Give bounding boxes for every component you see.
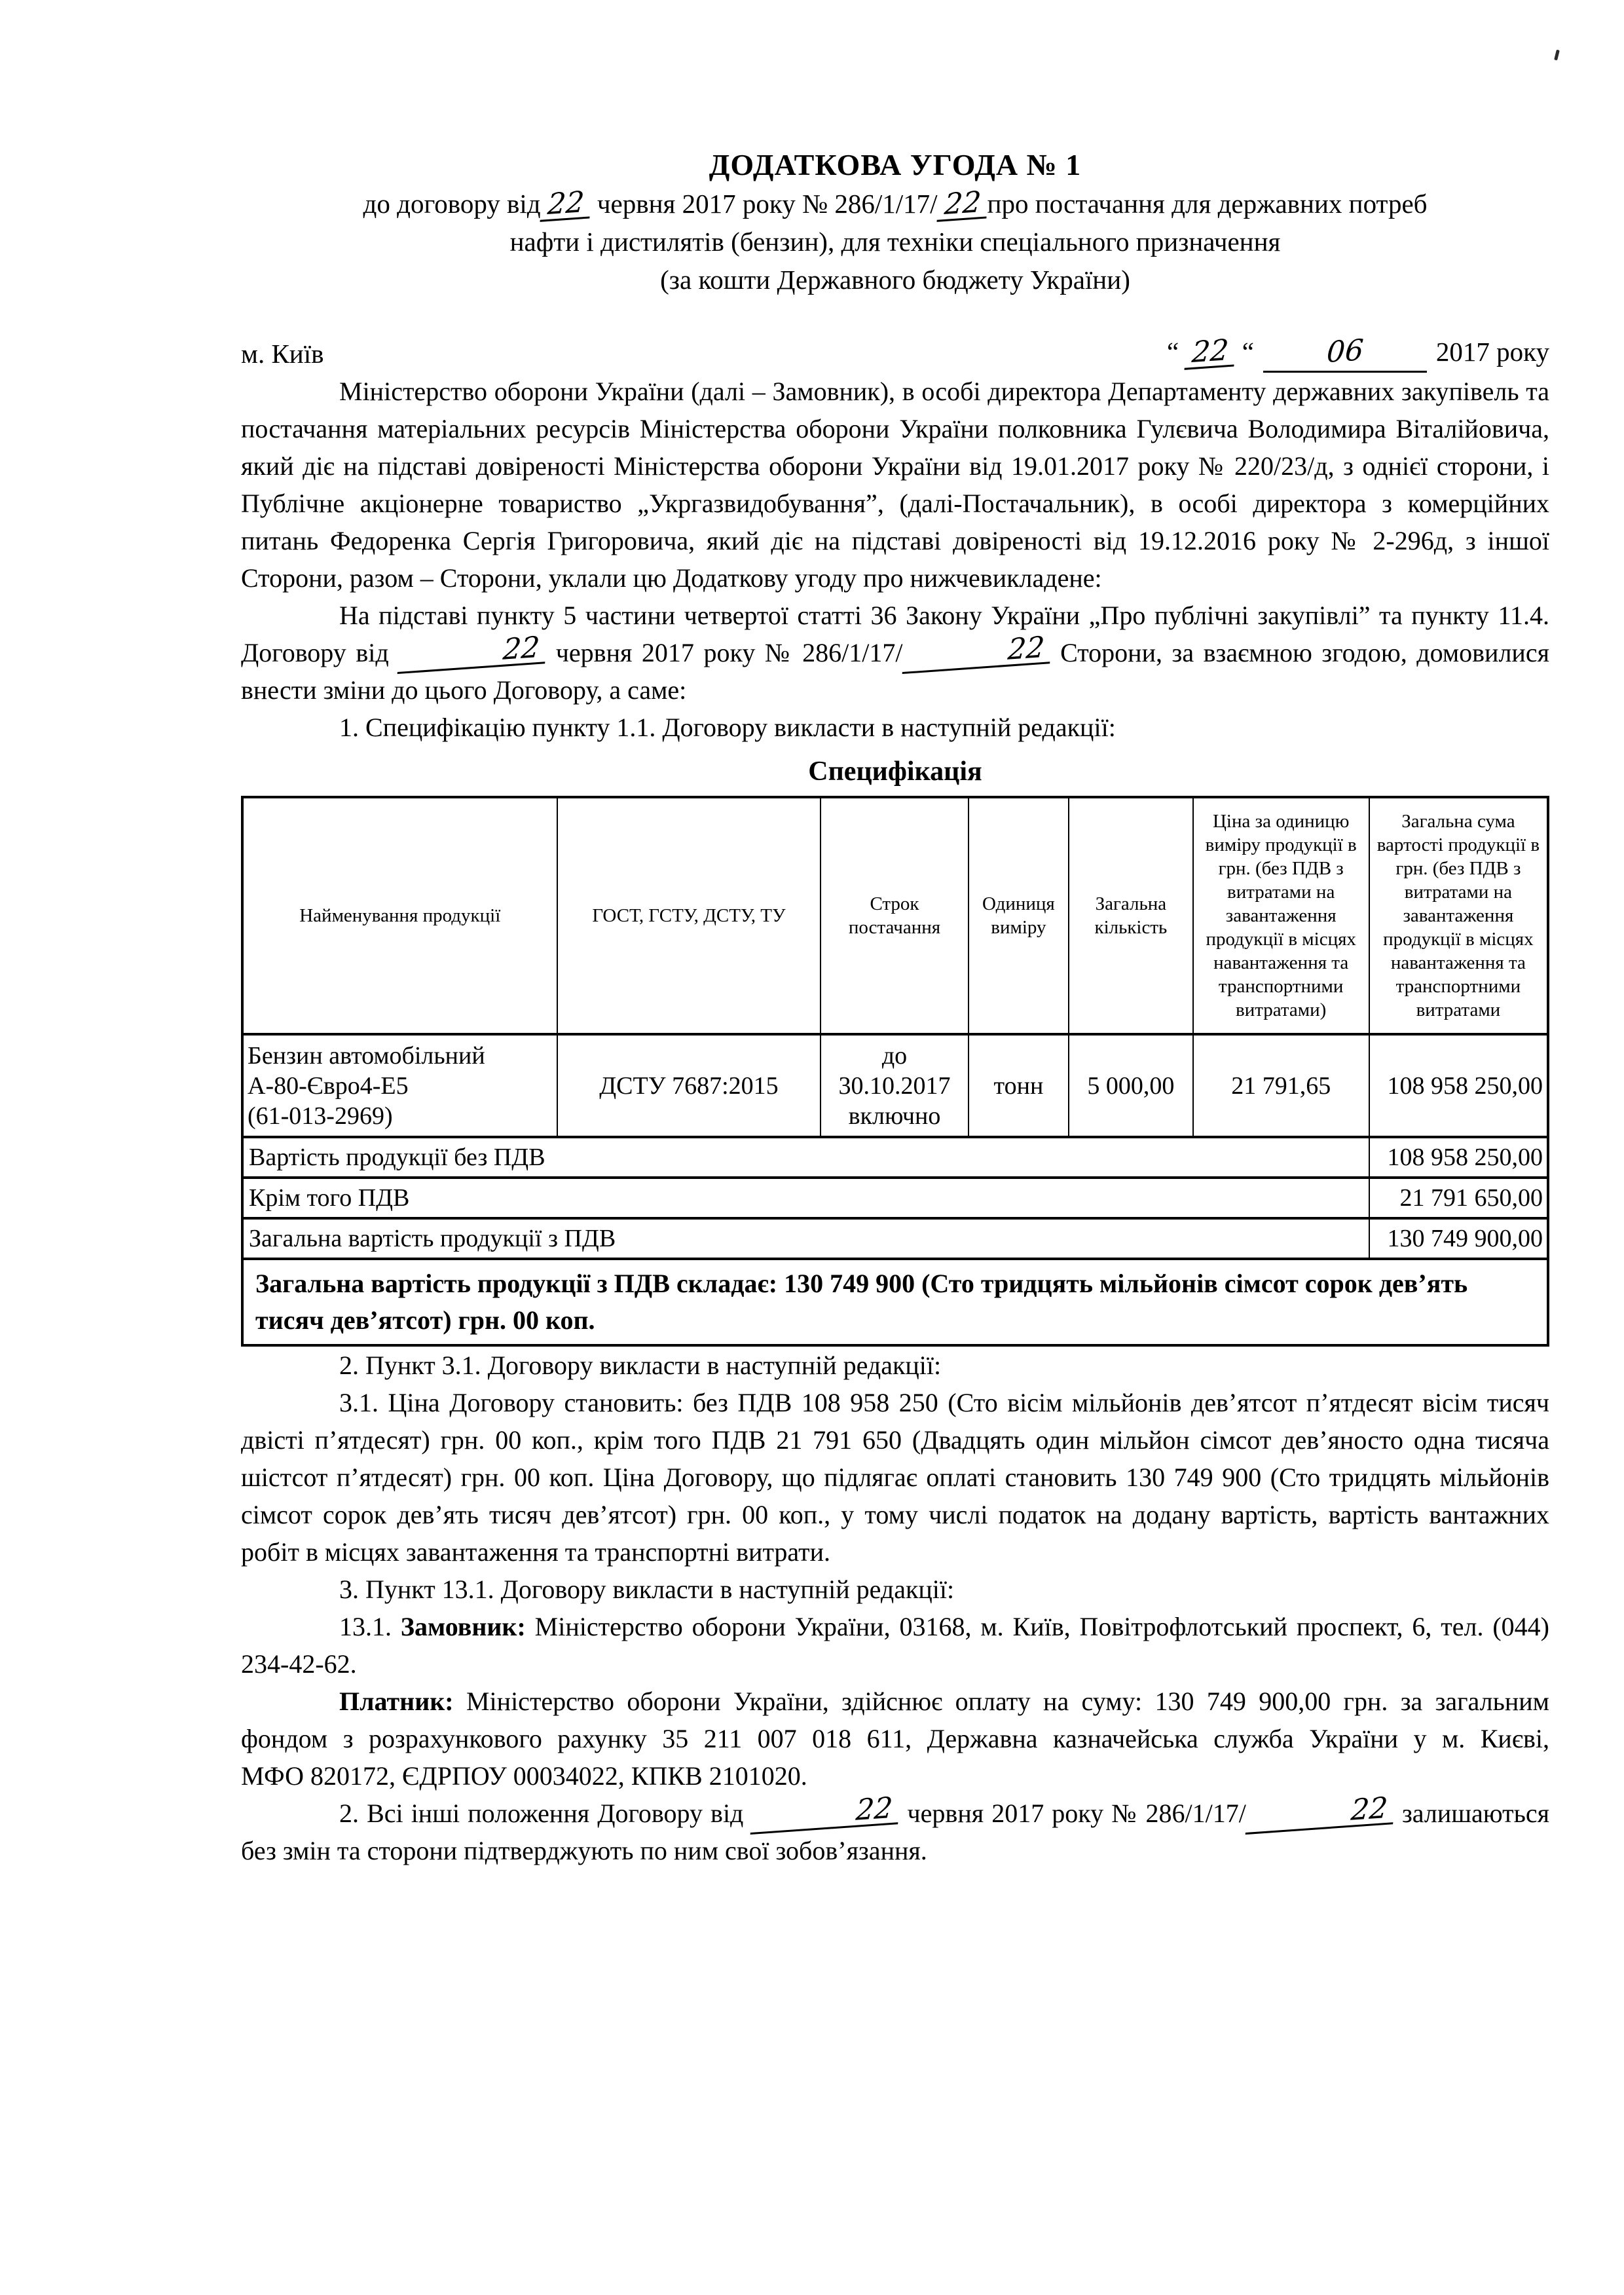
product-name-cell — [242, 1034, 557, 1137]
clause-13-1-number: 13.1. — [339, 1612, 401, 1641]
term-line: до — [881, 1041, 908, 1070]
subtitle-text: до договору від — [363, 189, 541, 219]
final-text: червня 2017 року № 286/1/17/ — [899, 1799, 1246, 1828]
clause-spec-line: 1. Специфікацію пункту 1.1. Договору викласти в наступній редакції: — [339, 713, 1116, 742]
preamble-paragraph: Міністерство оборони України (далі – Замовник), в особі директора Департаменту державних закупівель та постачання матеріальних ресурсів Міністерства оборони України полковника Гулєвича Володимира Віталійовича, який діє на підставі довіреності Міністерства оборони України від 19.01.2017 року № 220/23/д, з однієї сторони, і Публічне акціонерне товариство „Укргазвидобування”, (далі-Постачальник), в особі директора з комерційних питань Федоренка Сергія Григоровича, який діє на підставі довіреності від 19.12.2016 року № 2-296д, з іншої Сторони, разом – Сторони, уклали цю Додаткову угоду про нижчевикладене: — [241, 377, 1549, 593]
final-text: залишаються без змін та сторони підтверджують по ним свої зобов’язання. — [241, 1799, 1550, 1865]
document-title: ДОДАТКОВА УГОДА № 1 — [709, 148, 1082, 181]
product-name-line: (61-013-2969) — [248, 1102, 393, 1130]
handwritten-day: 22 — [397, 634, 547, 674]
subtitle-text: червня 2017 року № 286/1/17/ — [590, 189, 938, 219]
quote-mark: “ — [1242, 337, 1254, 367]
place-and-date-row — [241, 333, 1549, 373]
place-label: м. Київ — [241, 339, 324, 369]
handwritten-day: 22 — [1185, 337, 1236, 370]
col-header-delivery-term: Строк постачання — [821, 797, 968, 1034]
basis-text: червня 2017 року № 286/1/17/ — [546, 638, 903, 667]
basis-text: Сторони, за взаємною згодою, домовилися внести зміни до цього Договору, а саме: — [241, 638, 1549, 705]
final-clause-paragraph — [241, 1791, 1550, 1869]
handwritten-contract-suffix: 22 — [1246, 1795, 1395, 1835]
grand-total-text: Загальна вартість продукції з ПДВ складає: 130 749 900 (Сто тридцять мільйонів сімсот сорок дев’ять тисяч дев’ятсот) грн. 00 коп. — [242, 1259, 1548, 1345]
col-header-standard: ГОСТ, ГСТУ, ДСТУ, ТУ — [557, 797, 821, 1034]
term-line: 30.10.2017 — [838, 1072, 951, 1100]
month-blank — [1263, 333, 1427, 373]
table-row — [242, 1034, 1548, 1137]
scan-speck-artifact — [1554, 50, 1560, 61]
summary-value: 21 791 650,00 — [1369, 1178, 1548, 1218]
handwritten-day: 22 — [540, 189, 591, 222]
col-header-unit-price: Ціна за одиницю виміру продукції в грн. (без ПДВ з витратами на завантаження продукції в місцях навантаження та транспортними витратами) — [1193, 797, 1369, 1034]
summary-row-without-vat — [242, 1137, 1548, 1178]
table-caption: Специфікація — [808, 756, 982, 787]
summary-row-with-vat — [242, 1218, 1548, 1259]
handwritten-day: 22 — [750, 1795, 900, 1835]
year-label: 2017 року — [1435, 337, 1549, 367]
col-header-quantity: Загальна кількість — [1069, 797, 1192, 1034]
specification-table — [241, 796, 1549, 1347]
grand-total-row — [242, 1259, 1548, 1345]
summary-row-vat — [242, 1178, 1548, 1218]
term-line: включно — [848, 1102, 941, 1130]
customer-label: Замовник: — [400, 1612, 526, 1641]
summary-value: 130 749 900,00 — [1369, 1218, 1548, 1259]
payer-label: Платник: — [339, 1687, 454, 1716]
document-content — [241, 145, 1549, 1869]
unit-cell: тонн — [969, 1034, 1069, 1137]
clause2-head: 2. Пункт 3.1. Договору викласти в наступній редакції: — [339, 1351, 942, 1380]
basis-paragraph — [241, 597, 1549, 709]
product-name-line: А-80-Євро4-Е5 — [248, 1072, 409, 1100]
summary-value: 108 958 250,00 — [1369, 1137, 1548, 1178]
delivery-term-cell — [821, 1034, 968, 1137]
quote-mark: “ — [1167, 337, 1179, 367]
summary-label: Крім того ПДВ — [242, 1178, 1369, 1218]
clause3-head: 3. Пункт 13.1. Договору викласти в наступній редакції: — [339, 1575, 955, 1604]
final-text: 2. Всі інші положення Договору від — [339, 1799, 752, 1828]
table-header-row — [242, 797, 1548, 1034]
col-header-unit: Одиниця виміру — [969, 797, 1069, 1034]
document-subtitle-line2: нафти і дистилятів (бензин), для техніки спеціального призначення — [509, 227, 1281, 257]
col-header-product-name: Найменування продукції — [242, 797, 557, 1034]
unit-price-cell: 21 791,65 — [1193, 1034, 1369, 1137]
summary-label: Загальна вартість продукції з ПДВ — [242, 1218, 1369, 1259]
handwritten-contract-suffix: 22 — [902, 634, 1052, 674]
document-subtitle-line3: (за кошти Державного бюджету України) — [660, 265, 1130, 295]
handwritten-contract-suffix: 22 — [936, 189, 988, 222]
summary-label: Вартість продукції без ПДВ — [242, 1137, 1369, 1178]
date-group — [1167, 333, 1549, 373]
customer-text: Міністерство оборони України, 03168, м. Київ, Повітрофлотський проспект, 6, тел. (044) 234-42-62. — [241, 1612, 1550, 1679]
subtitle-text: про постачання для державних потреб — [987, 189, 1428, 219]
clause-3-1-paragraph: 3.1. Ціна Договору становить: без ПДВ 108 958 250 (Сто вісім мільйонів дев’ятсот п’ятдесят вісім тисяч двісті п’ятдесят) грн. 00 коп., крім того ПДВ 21 791 650 (Двадцять один мільйон сімсот дев’яносто одна тисяча шістсот п’ятдесят) грн. 00 коп. Ціна Договору, що підлягає оплаті становить 130 749 900 (Сто тридцять мільйонів сімсот сорок дев’ять тисяч дев’ятсот) грн. 00 коп., у тому числі податок на додану вартість, вартість вантажних робіт в місцях завантаження та транспортні витрати. — [241, 1388, 1549, 1567]
total-cell: 108 958 250,00 — [1369, 1034, 1548, 1137]
product-name-line: Бензин автомобільний — [248, 1041, 485, 1070]
col-header-total-sum: Загальна сума вартості продукції в грн. (без ПДВ з витратами на завантаження продукції в місцях навантаження та транспортними витратами — [1369, 797, 1548, 1034]
quantity-cell: 5 000,00 — [1069, 1034, 1192, 1137]
handwritten-month: 06 — [1325, 333, 1365, 370]
payer-paragraph — [241, 1683, 1549, 1795]
standard-cell: ДСТУ 7687:2015 — [557, 1034, 821, 1137]
clause-13-1-paragraph — [241, 1608, 1549, 1683]
payer-text: Міністерство оборони України, здійснює оплату на суму: 130 749 900,00 грн. за загальним фондом з розрахункового рахунку 35 211 007 018 611, Державна казначейська служба України у м. Києві, МФО 820172, ЄДРПОУ 00034022, КПКВ 2101020. — [241, 1687, 1549, 1791]
document-subtitle-line1 — [241, 185, 1549, 223]
basis-text: На підставі пункту 5 частини четвертої статті 36 Закону України „Про публічні закупівлі” та пункту 11.4. Договору від — [241, 601, 1549, 667]
